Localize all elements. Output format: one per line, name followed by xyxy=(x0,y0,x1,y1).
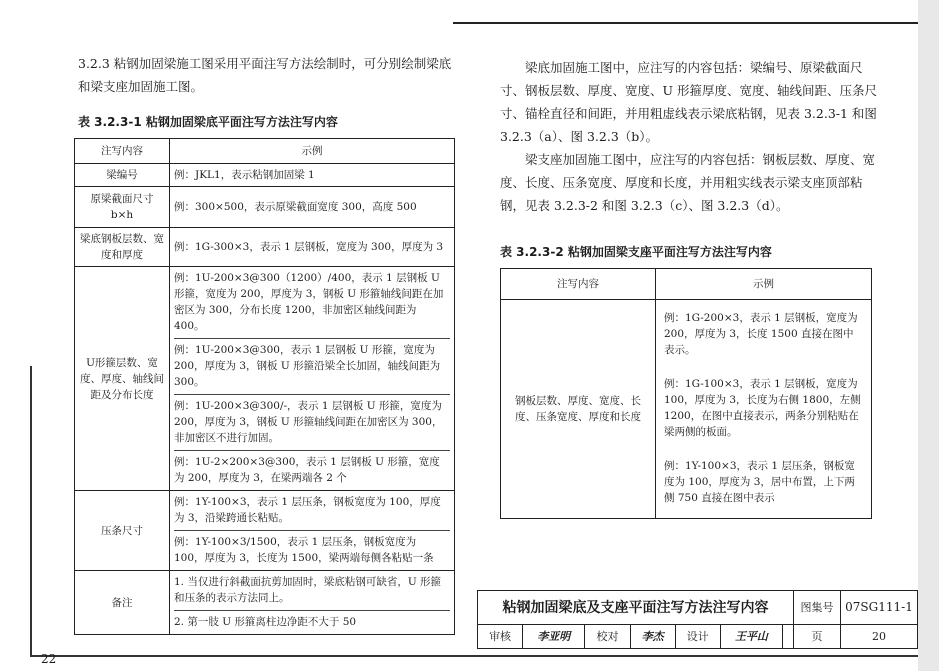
row-example: 1. 当仅进行斜截面抗剪加固时，梁底粘钢可缺省，U 形箍和压条的表示方法同上。 xyxy=(174,576,442,604)
right-paragraph-2: 梁支座加固施工图中，应注写的内容包括：钢板层数、厚度、宽度、长度、压条宽度、厚度和长度，并用粗实线表示梁支座顶部粘钢，见表 3.2.3-2 和图 3.2.3（c）、图 3.2.3（d）。 xyxy=(500,152,876,213)
table-row xyxy=(75,187,455,228)
table2-header-content: 注写内容 xyxy=(501,269,656,300)
page-label: 页 xyxy=(794,624,841,648)
table-row xyxy=(75,164,455,187)
row-example: 例：JKL1，表示粘钢加固梁 1 xyxy=(170,164,455,187)
row-label: 压条尺寸 xyxy=(75,491,170,571)
page-value: 20 xyxy=(841,624,918,648)
check-label: 校对 xyxy=(585,624,630,648)
check-signature: 李杰 xyxy=(630,624,675,648)
row-label: 梁编号 xyxy=(75,164,170,187)
left-border-rule xyxy=(30,366,32,656)
bottom-border-rule xyxy=(30,655,918,657)
design-signature: 王平山 xyxy=(720,624,782,648)
page-edge-shadow xyxy=(918,0,939,671)
table1-caption: 表 3.2.3-1 粘钢加固梁底平面注写方法注写内容 xyxy=(78,115,338,129)
table1-header-content: 注写内容 xyxy=(75,139,170,164)
table2-header-example: 示例 xyxy=(656,269,872,300)
intro-paragraph: 3.2.3 粘钢加固梁施工图采用平面注写方法绘制时，可分别绘制梁底和梁支座加固施工图。 xyxy=(78,56,452,94)
table2-caption: 表 3.2.3-2 粘钢加固梁支座平面注写方法注写内容 xyxy=(500,245,772,259)
table1-header-example: 示例 xyxy=(170,139,455,164)
row-label: 钢板层数、厚度、宽度、长度、压条宽度、厚度和长度 xyxy=(501,300,656,519)
page-number: 22 xyxy=(41,652,57,666)
row-label: 备注 xyxy=(75,571,170,635)
atlas-number: 07SG111-1 xyxy=(841,591,918,625)
row-example: 例：300×500，表示原梁截面宽度 300，高度 500 xyxy=(170,187,455,228)
table1 xyxy=(74,138,455,635)
table-row xyxy=(75,228,455,267)
review-signature: 李亚明 xyxy=(523,624,585,648)
design-label: 设计 xyxy=(675,624,720,648)
atlas-label: 图集号 xyxy=(794,591,841,625)
row-example: 2. 第一肢 U 形箍离柱边净距不大于 50 xyxy=(174,610,450,634)
table-row xyxy=(75,571,455,635)
row-label: U形箍层数、宽度、厚度、轴线间距及分布长度 xyxy=(75,267,170,491)
row-label: 原梁截面尺寸 b×h xyxy=(75,187,170,228)
row-example: 例：1Y-100×3，表示 1 层压条，钢板宽度为 100，厚度为 3，居中布置，上下两侧 750 直接在图中表示 xyxy=(664,460,855,504)
table-row xyxy=(501,300,872,519)
drawing-title: 粘钢加固梁底及支座平面注写方法注写内容 xyxy=(478,591,794,625)
row-example: 例：1U-200×3@300（1200）/400，表示 1 层钢板 U 形箍，宽度为 200，厚度为 3，钢板 U 形箍轴线间距在加密区为 300，分布长度 1200，非加密区轴线间距为 400。 xyxy=(174,272,444,332)
row-example: 例：1U-2×200×3@300，表示 1 层钢板 U 形箍，宽度为 200，厚度为 3，在梁两端各 2 个 xyxy=(174,450,450,490)
right-paragraph-1: 梁底加固施工图中，应注写的内容包括：梁编号、原梁截面尺寸、钢板层数、厚度、宽度、U 形箍厚度、宽度、轴线间距、压条尺寸、锚栓直径和间距，并用粗虚线表示梁底粘钢，见表 3.2.3-1 和图 3.2.3（a）、图 3.2.3（b）。 xyxy=(500,60,878,144)
title-block xyxy=(477,590,918,649)
review-label: 审核 xyxy=(478,624,523,648)
row-example: 例：1G-100×3，表示 1 层钢板，宽度为 100，厚度为 3，长度为右侧 1800，左侧 1200，在图中直接表示，两条分别粘贴在梁两侧的板面。 xyxy=(664,378,861,438)
table-row xyxy=(75,267,455,491)
table2 xyxy=(500,268,872,519)
row-example: 例：1Y-100×3/1500，表示 1 层压条，钢板宽度为 100，厚度为 3，长度为 1500，梁两端每侧各粘贴一条 xyxy=(174,530,450,570)
table-row xyxy=(75,491,455,571)
row-example: 例：1U-200×3@300，表示 1 层钢板 U 形箍，宽度为 200，厚度为 3，钢板 U 形箍沿梁全长加固，轴线间距为 300。 xyxy=(174,338,450,394)
row-example: 例：1Y-100×3，表示 1 层压条，钢板宽度为 100，厚度为 3，沿梁跨通长粘贴。 xyxy=(174,496,441,524)
row-example: 例：1G-200×3，表示 1 层钢板，宽度为 200，厚度为 3，长度 1500 直接在图中表示。 xyxy=(664,312,858,356)
row-label: 梁底钢板层数、宽度和厚度 xyxy=(75,228,170,267)
top-rule xyxy=(453,22,919,24)
row-example: 例：1G-300×3，表示 1 层钢板，宽度为 300，厚度为 3 xyxy=(170,228,455,267)
row-example: 例：1U-200×3@300/-，表示 1 层钢板 U 形箍，宽度为 200，厚度为 3，钢板 U 形箍轴线间距在加密区为 300，非加密区不进行加固。 xyxy=(174,394,450,450)
